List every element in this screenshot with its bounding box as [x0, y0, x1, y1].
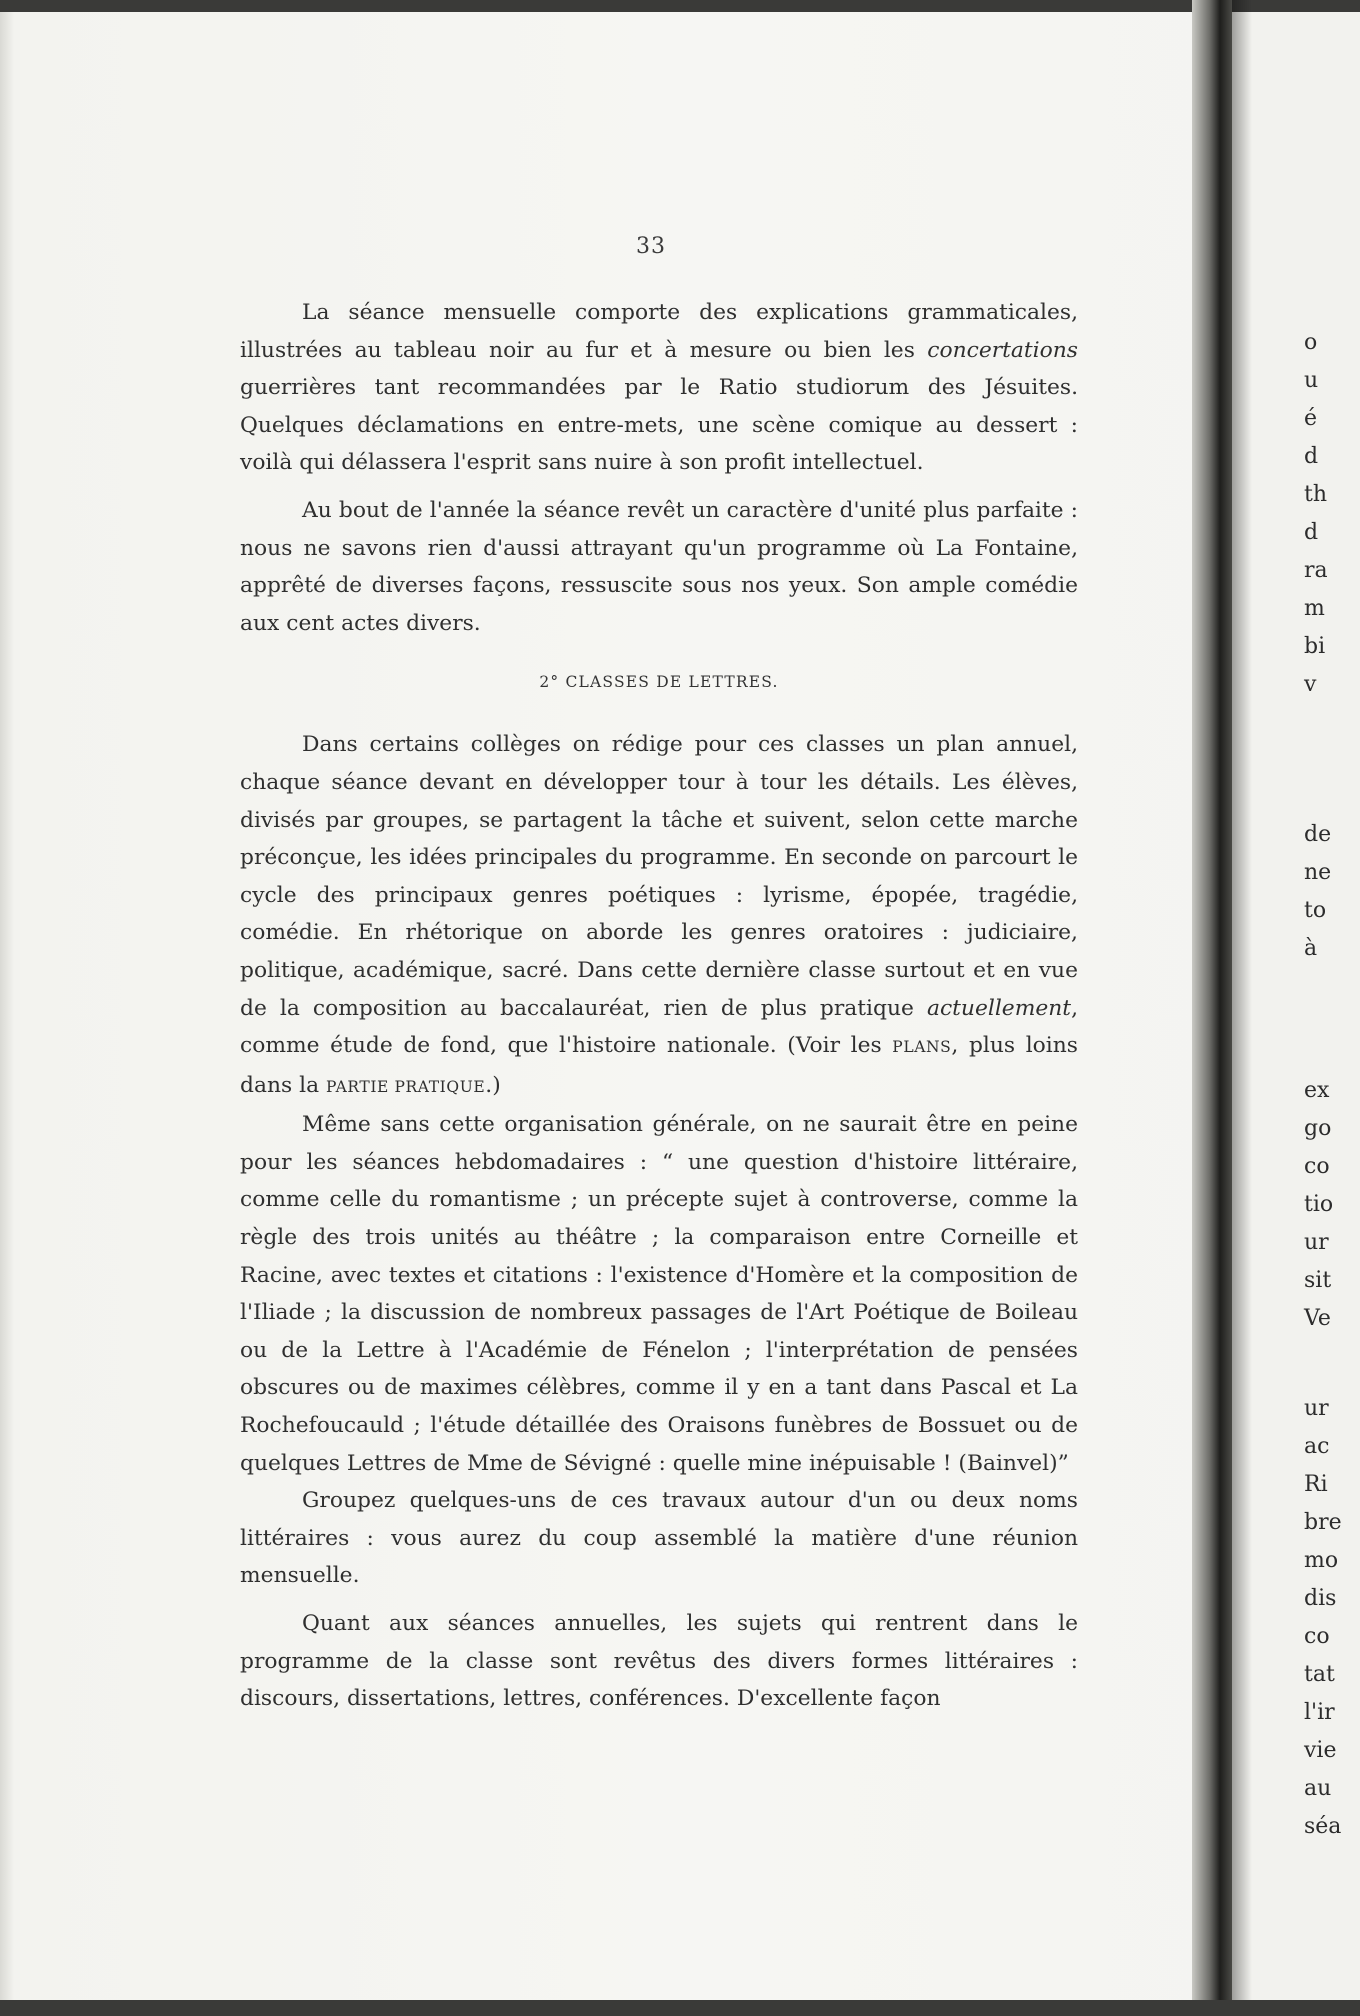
- fragment-line: sit: [1304, 1268, 1332, 1293]
- fragment-line: m: [1304, 596, 1325, 621]
- paragraph-3: Dans certains collèges on rédige pour ces classes un plan annuel, chaque séance devant en développer tour à tour les détails. Les élèves, divisés par groupes, se partagent la tâche et suivent, selon cette marche préconçue, les idées principales du programme. En seconde on parcourt le cycle des principaux genres poétiques : lyrisme, épopée, tragédie, comédie. En rhétorique on aborde les genres oratoires : judiciaire, politique, académique, sacré. Dans cette dernière classe surtout et en vue de la composition au baccalauréat, rien de plus pratique actuellement, comme étude de fond, que l'histoire nationale. (Voir les PLANS, plus loins dans la PARTIE PRATIQUE.): [240, 732, 1078, 1098]
- fragment-line: mo: [1304, 1548, 1339, 1573]
- paragraph-5: Groupez quelques-uns de ces travaux autour d'un ou deux noms littéraires : vous aurez du coup assemblé la matière d'une réunion mensuelle.: [240, 1488, 1078, 1589]
- fragment-line: à: [1304, 936, 1318, 961]
- fragment-line: ur: [1304, 1230, 1329, 1255]
- fragment-line: o: [1304, 330, 1318, 355]
- fragment-line: co: [1304, 1154, 1330, 1179]
- scan-bottom-edge: [0, 2000, 1360, 2016]
- fragment-line: l'ir: [1304, 1700, 1335, 1725]
- fragment-line: séa: [1304, 1814, 1342, 1839]
- fragment-line: ne: [1304, 860, 1332, 885]
- fragment-line: th: [1304, 482, 1328, 507]
- book-gutter: [1192, 0, 1232, 2016]
- fragment-line: bi: [1304, 634, 1326, 659]
- fragment-line: ex: [1304, 1078, 1330, 1103]
- fragment-line: dis: [1304, 1586, 1337, 1611]
- fragment-line: co: [1304, 1624, 1330, 1649]
- fragment-line: go: [1304, 1116, 1332, 1141]
- section-heading: 2° CLASSES DE LETTRES.: [539, 673, 779, 692]
- left-page: [0, 12, 1192, 2000]
- paragraph-6: Quant aux séances annuelles, les sujets qui rentrent dans le programme de la classe sont revêtus des divers formes littéraires : discours, dissertations, lettres, conférences. D'excellente façon: [240, 1611, 1078, 1712]
- fragment-line: de: [1304, 822, 1332, 847]
- fragment-line: to: [1304, 898, 1327, 923]
- page-number: 33: [636, 234, 666, 259]
- fragment-line: tio: [1304, 1192, 1334, 1217]
- paragraph-4: Même sans cette organisation générale, on ne saurait être en peine pour les séances hebdomadaires : “ une question d'histoire littéraire, comme celle du romantisme ; un précepte sujet à controverse, comme la règle des trois unités au théâtre ; la comparaison entre Corneille et Racine, avec textes et citations : l'existence d'Homère et la composition de l'Iliade ; la discussion de nombreux passages de l'Art Poétique de Boileau ou de la Lettre à l'Académie de Fénelon ; l'interprétation de pensées obscures ou de maximes célèbres, comme il y en a tant dans Pascal et La Rochefoucauld ; l'étude détaillée des Oraisons funèbres de Bossuet ou de quelques Lettres de Mme de Sévigné : quelle mine inépuisable ! (Bainvel)”: [240, 1112, 1078, 1476]
- fragment-line: ur: [1304, 1396, 1329, 1421]
- fragment-line: v: [1304, 672, 1317, 697]
- fragment-line: d: [1304, 520, 1319, 545]
- fragment-line: u: [1304, 368, 1319, 393]
- paragraph-1: La séance mensuelle comporte des explications grammaticales, illustrées au tableau noir au fur et à mesure ou bien les concertations guerrières tant recommandées par le Ratio studiorum des Jésuites. Quelques déclamations en entre-mets, une scène comique au dessert : voilà qui délassera l'esprit sans nuire à son profit intellectuel.: [240, 300, 1078, 476]
- fragment-line: ra: [1304, 558, 1328, 583]
- fragment-line: au: [1304, 1776, 1332, 1801]
- text-block: [240, 294, 1078, 1718]
- fragment-line: bre: [1304, 1510, 1342, 1535]
- right-page-shadow: [1232, 0, 1252, 2016]
- fragment-line: ac: [1304, 1434, 1330, 1459]
- fragment-line: d: [1304, 444, 1319, 469]
- fragment-line: é: [1304, 406, 1318, 431]
- small-caps-term: PARTIE PRATIQUE: [326, 1077, 486, 1096]
- italic-term: actuellement: [926, 995, 1072, 1021]
- fragment-line: vie: [1304, 1738, 1337, 1763]
- small-caps-term: PLANS: [892, 1038, 952, 1057]
- italic-term: concertations: [927, 337, 1078, 363]
- scan-top-edge: [0, 0, 1360, 12]
- fragment-line: Ve: [1304, 1306, 1331, 1331]
- paragraph-2: Au bout de l'année la séance revêt un caractère d'unité plus parfaite : nous ne savons rien d'aussi attrayant qu'un programme où La Fontaine, apprêté de diverses façons, ressuscite sous nos yeux. Son ample comédie aux cent actes divers.: [240, 497, 1078, 636]
- fragment-line: Ri: [1304, 1472, 1328, 1497]
- fragment-line: tat: [1304, 1662, 1335, 1687]
